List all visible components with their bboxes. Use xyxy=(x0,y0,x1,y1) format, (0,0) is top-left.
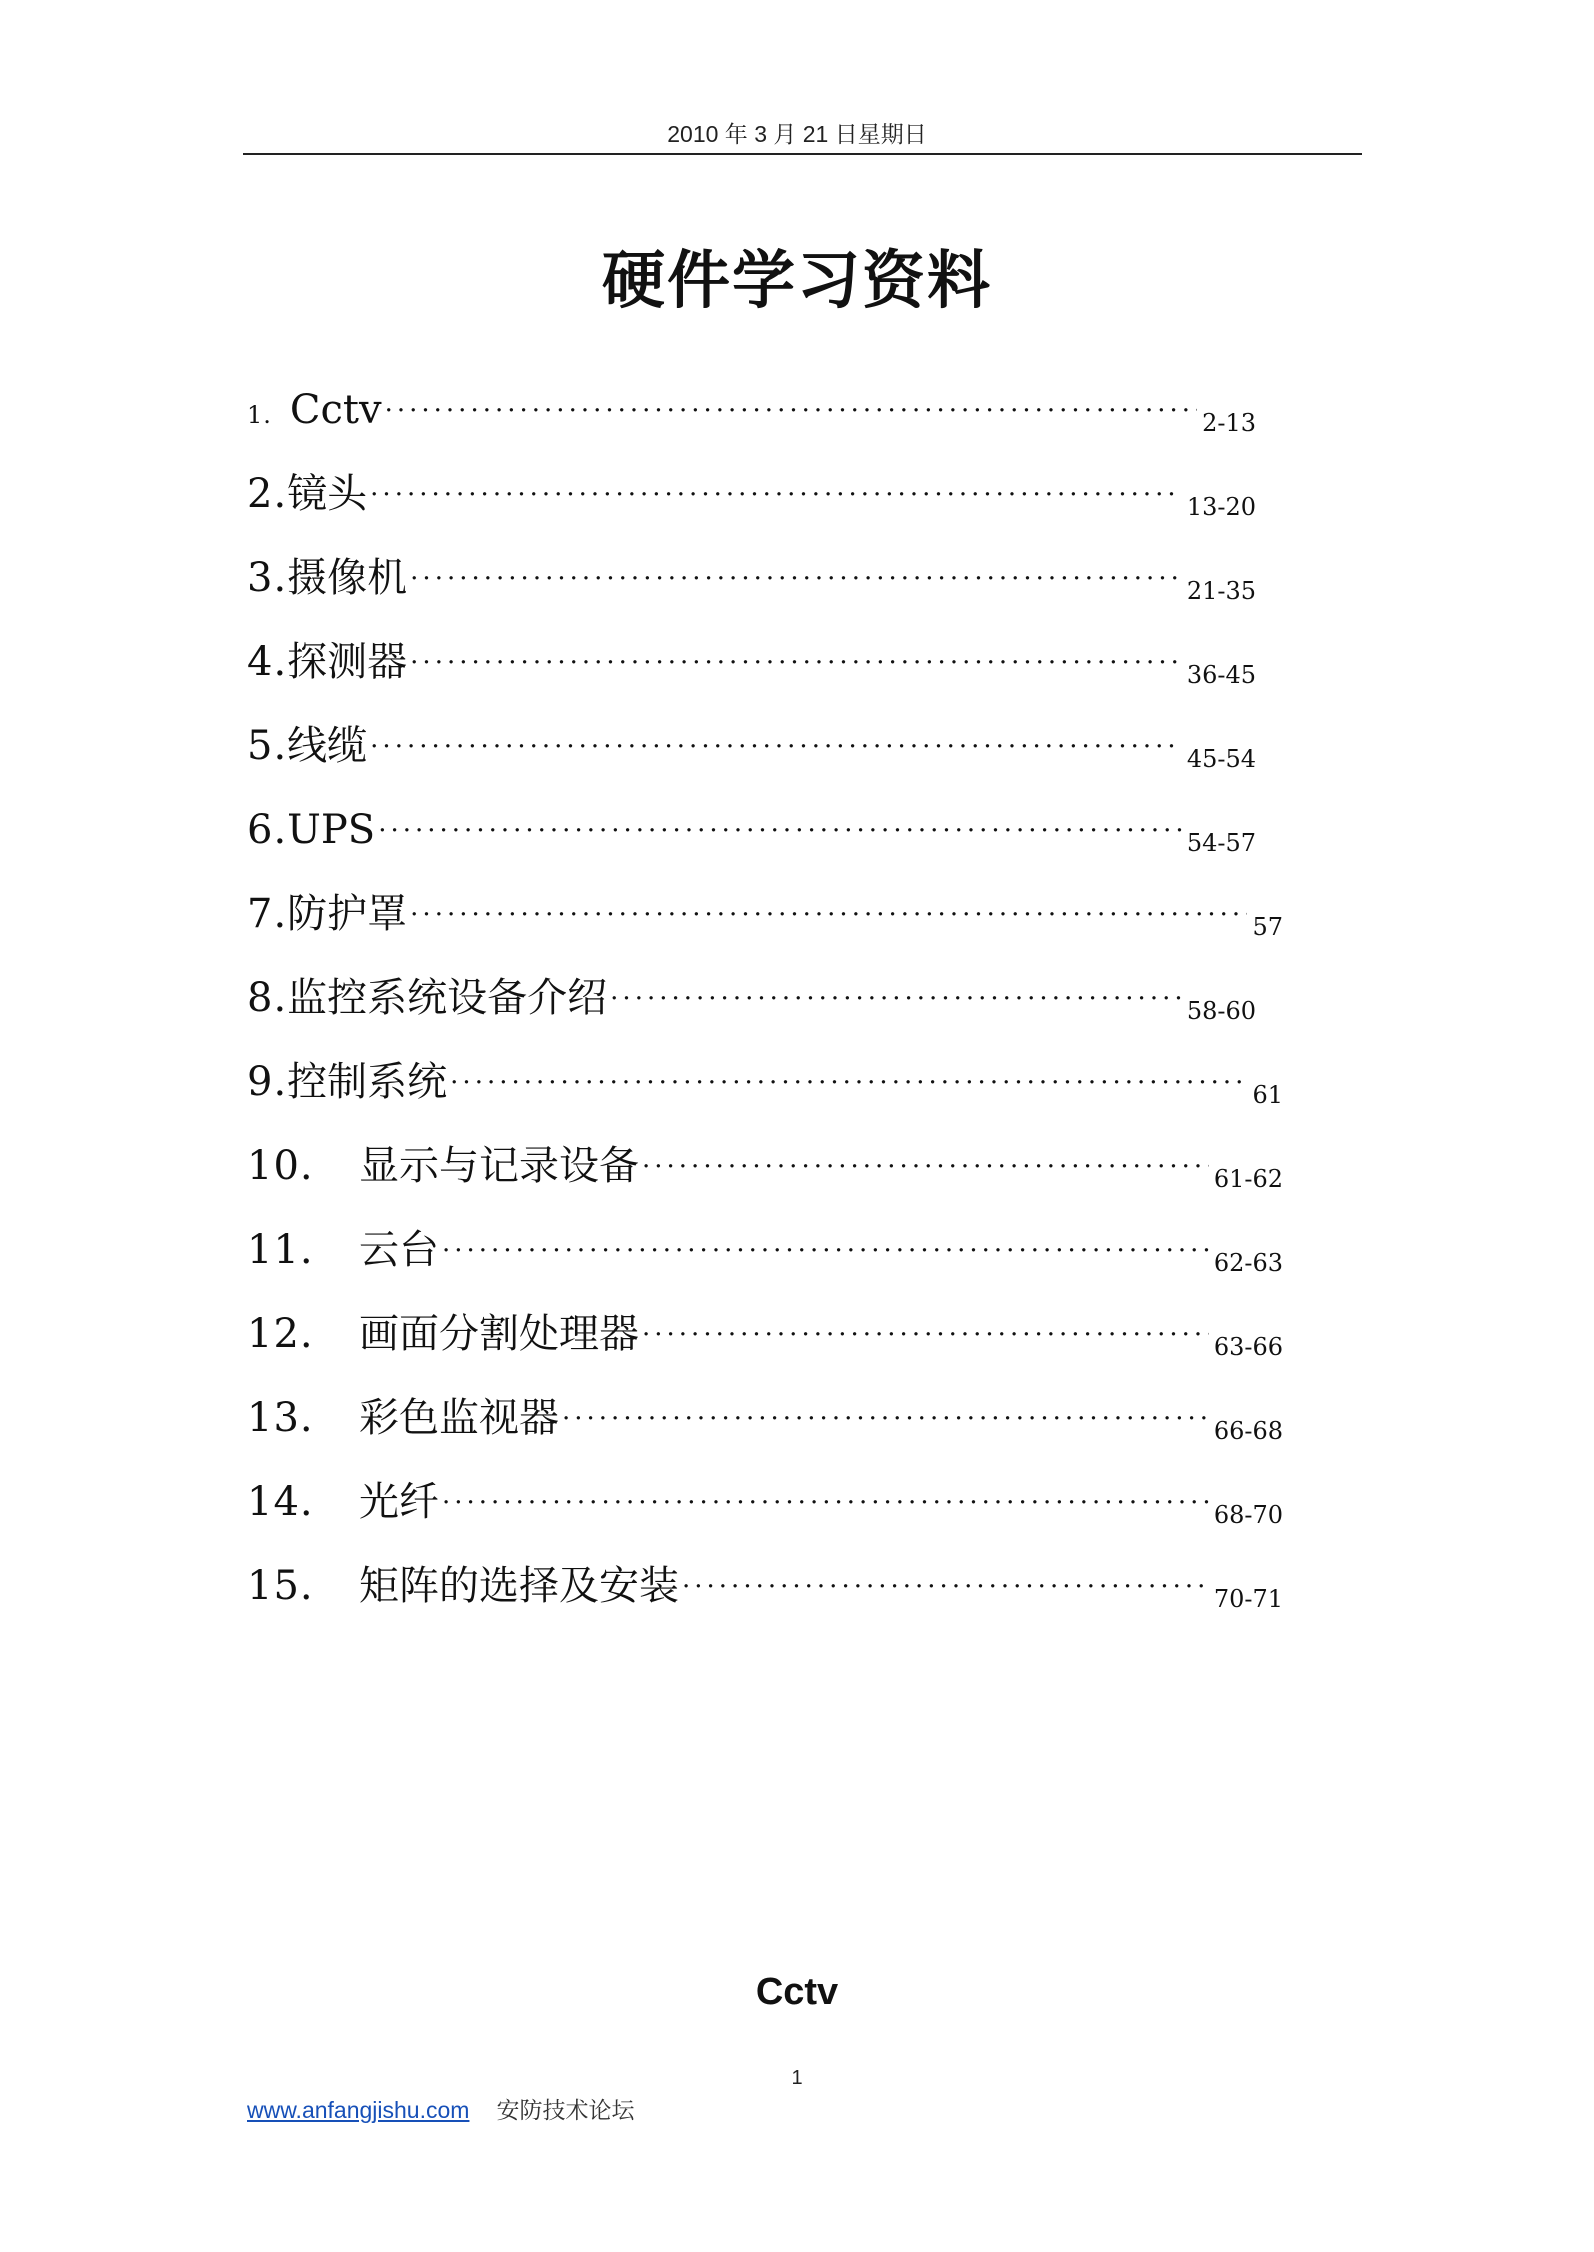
header-rule xyxy=(243,153,1362,155)
toc-title: UPS xyxy=(287,807,376,853)
toc-leader-dots xyxy=(410,650,1182,676)
toc-row-9 xyxy=(247,1054,1283,1110)
toc-row-12 xyxy=(247,1306,1283,1362)
toc-title: 彩色监视器 xyxy=(359,1395,559,1441)
toc-page: 2-13 xyxy=(1202,409,1256,437)
toc-row-14 xyxy=(247,1474,1283,1530)
toc-row-3 xyxy=(247,550,1256,606)
toc-row-5 xyxy=(247,718,1256,774)
toc-row-2 xyxy=(247,466,1256,522)
toc-leader-dots xyxy=(378,818,1182,844)
toc-number: 14. xyxy=(247,1479,314,1525)
toc-title: 摄像机 xyxy=(287,555,408,601)
toc-row-11 xyxy=(247,1222,1283,1278)
footer-website-link[interactable]: www.anfangjishu.com xyxy=(247,2097,470,2123)
toc-number: 10. xyxy=(247,1143,314,1189)
toc-leader-dots xyxy=(385,398,1197,424)
toc-page: 62-63 xyxy=(1213,1249,1283,1277)
toc-title: 显示与记录设备 xyxy=(359,1143,639,1189)
header-date: 2010 年 3 月 21 日星期日 xyxy=(667,121,927,147)
toc-title: 云台 xyxy=(359,1227,439,1273)
toc-number: 8. xyxy=(247,975,288,1021)
toc-leader-dots xyxy=(370,482,1182,508)
toc-page: 13-20 xyxy=(1186,493,1256,521)
section-heading: Cctv xyxy=(755,1971,839,2013)
toc-title: Cctv xyxy=(289,387,382,433)
toc-number: 2. xyxy=(247,471,288,517)
toc-leader-dots xyxy=(610,986,1182,1012)
toc-page: 61-62 xyxy=(1213,1165,1283,1193)
toc-page: 36-45 xyxy=(1186,661,1256,689)
document-title: 硬件学习资料 xyxy=(602,243,992,318)
toc-row-1 xyxy=(247,382,1256,443)
toc-title: 监控系统设备介绍 xyxy=(287,975,608,1021)
toc-number: 3. xyxy=(247,555,288,601)
toc-leader-dots xyxy=(442,1238,1209,1264)
toc-row-6 xyxy=(247,802,1256,858)
toc-leader-dots xyxy=(442,1490,1209,1516)
toc-title: 镜头 xyxy=(287,471,368,517)
toc-page: 45-54 xyxy=(1186,745,1256,773)
toc-row-10 xyxy=(247,1138,1283,1194)
toc-row-15 xyxy=(247,1558,1283,1614)
toc-number: 13. xyxy=(247,1395,314,1441)
toc-title: 画面分割处理器 xyxy=(359,1311,639,1357)
toc-number: 15. xyxy=(247,1563,314,1609)
toc-page: 68-70 xyxy=(1213,1501,1283,1529)
toc-page: 21-35 xyxy=(1186,577,1256,605)
toc-row-8 xyxy=(247,970,1256,1026)
toc-title: 防护罩 xyxy=(287,891,408,937)
toc-row-7 xyxy=(247,886,1283,942)
toc-leader-dots xyxy=(682,1574,1209,1600)
toc-page: 54-57 xyxy=(1186,829,1256,857)
toc-number: 4. xyxy=(247,639,288,685)
toc-row-13 xyxy=(247,1390,1283,1446)
toc-title: 光纤 xyxy=(359,1479,439,1525)
toc-leader-dots xyxy=(642,1322,1209,1348)
page-number: 1 xyxy=(791,2067,803,2089)
footer-forum-name: 安防技术论坛 xyxy=(496,2098,635,2124)
toc-page: 61 xyxy=(1252,1081,1283,1109)
footer xyxy=(247,2093,634,2128)
toc-title: 矩阵的选择及安装 xyxy=(359,1563,679,1609)
toc-leader-dots xyxy=(410,566,1182,592)
toc-title: 线缆 xyxy=(287,723,368,769)
toc-title: 控制系统 xyxy=(287,1059,448,1105)
toc-number: 6. xyxy=(247,807,288,853)
toc-leader-dots xyxy=(370,734,1182,760)
toc-leader-dots xyxy=(642,1154,1209,1180)
toc-leader-dots xyxy=(562,1406,1209,1432)
toc-number: 1. xyxy=(247,401,272,429)
toc-row-4 xyxy=(247,634,1256,690)
toc-leader-dots xyxy=(450,1070,1247,1096)
toc-number: 12. xyxy=(247,1311,314,1357)
toc-number: 11. xyxy=(247,1227,314,1273)
toc-number: 9. xyxy=(247,1059,288,1105)
toc-page: 70-71 xyxy=(1213,1585,1283,1613)
toc-page: 63-66 xyxy=(1213,1333,1283,1361)
toc-leader-dots xyxy=(410,902,1247,928)
toc-page: 58-60 xyxy=(1186,997,1256,1025)
toc-page: 57 xyxy=(1252,913,1283,941)
toc-number: 5. xyxy=(247,723,288,769)
toc-page: 66-68 xyxy=(1213,1417,1283,1445)
toc-title: 探测器 xyxy=(287,639,408,685)
toc-number: 7. xyxy=(247,891,288,937)
